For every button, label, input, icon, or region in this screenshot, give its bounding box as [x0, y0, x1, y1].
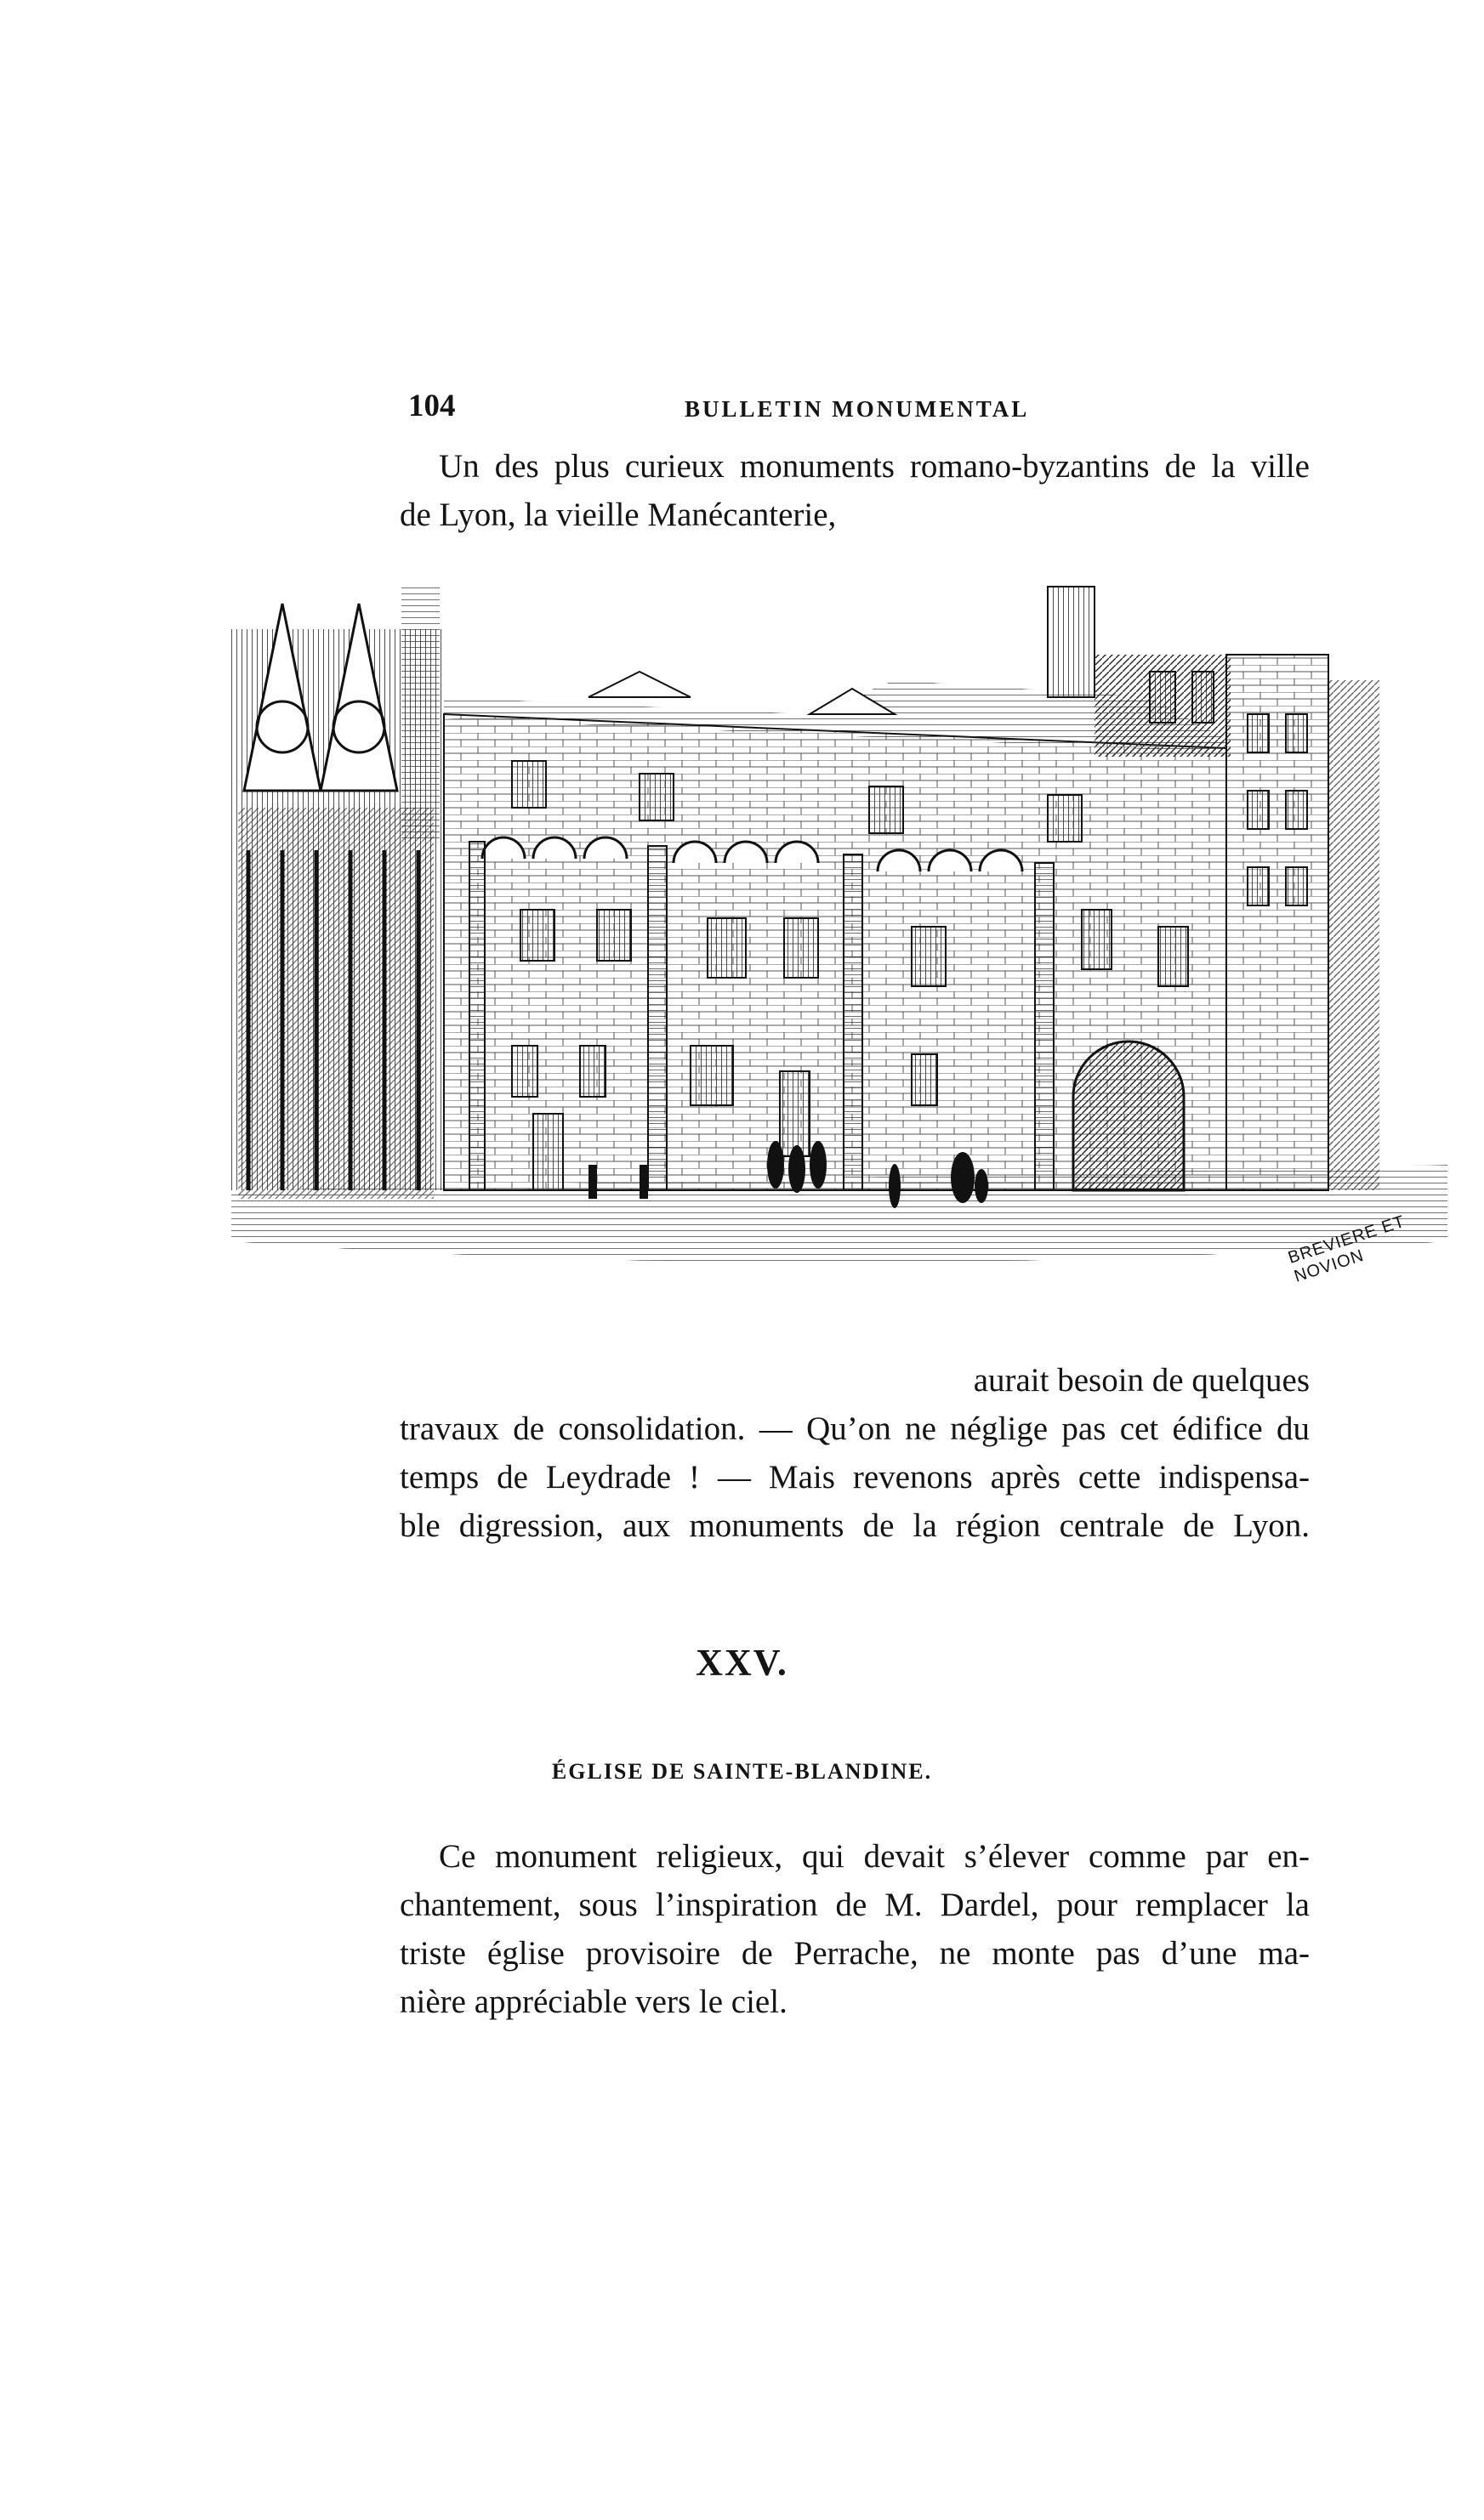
cathedral-portal — [231, 587, 444, 1199]
text-line: ble digression, aux monuments de la région centrale de Lyon. — [400, 1507, 1310, 1544]
manecanterie-building — [444, 587, 1379, 1190]
text-line: de Lyon, la vieille Manécanterie, — [400, 497, 837, 533]
text-line: triste église provisoire de Perrache, ne monte pas d’une ma- — [400, 1935, 1310, 1972]
section-number: XXV. — [696, 1642, 788, 1683]
text-line: aurait besoin de quelques — [973, 1362, 1310, 1399]
paragraph-continuation — [400, 1356, 1310, 1550]
text-line: Ce monument religieux, qui devait s’élever comme par en- — [439, 1838, 1310, 1875]
engraving-illustration — [231, 570, 1447, 1309]
text-line: chantement, sous l’inspiration de M. Dardel, pour remplacer la — [400, 1887, 1310, 1923]
text-line: Un des plus curieux monuments romano-byzantins de la ville — [439, 448, 1310, 485]
text-line: travaux de consolidation. — Qu’on ne néglige pas cet édifice du — [400, 1410, 1310, 1447]
paragraph-sainte-blandine — [400, 1832, 1310, 2026]
text-line: temps de Leydrade ! — Mais revenons après cette indispensa- — [400, 1459, 1310, 1496]
text-line: nière appréciable vers le ciel. — [400, 1984, 787, 2020]
running-title: BULLETIN MONUMENTAL — [685, 396, 1030, 422]
page-number: 104 — [408, 389, 456, 423]
section-title: ÉGLISE DE SAINTE-BLANDINE. — [551, 1759, 933, 1784]
paragraph-intro — [400, 442, 1310, 539]
engraver-signature: BREVIERE ET NOVION — [1286, 1212, 1407, 1286]
